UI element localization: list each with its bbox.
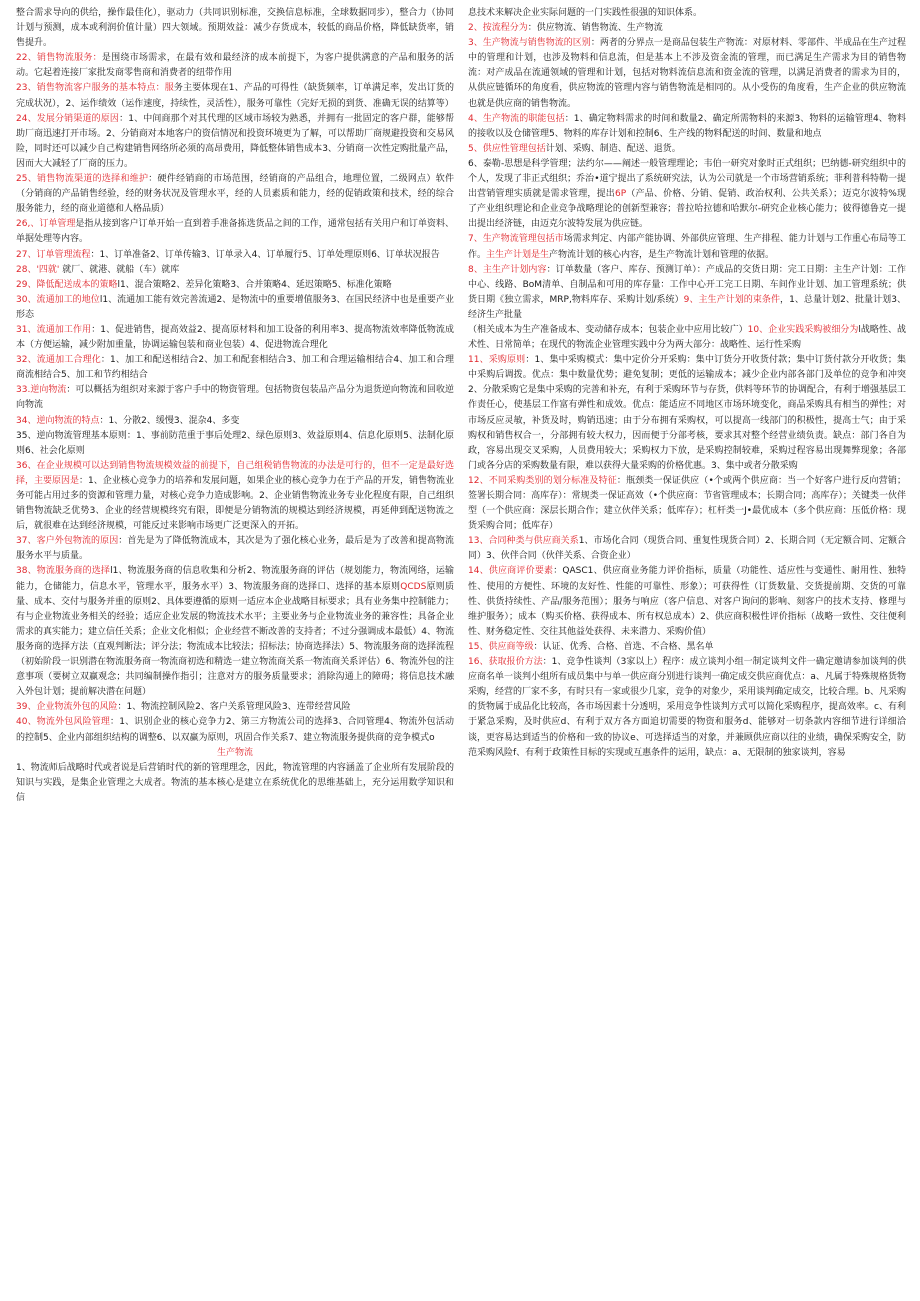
body-text: l1、物流服务商的信息收集和分析2、物流服务商的评估（规划能力，物流网络，运输能力，仓储能力，信息水平，管理水平，服务水平）3、物流服务商的选择口、选择的基本原则: [16, 566, 454, 592]
body-text: ：瓶颈类一保证供应（•个或两个供应商：当一个好客户进行反向营销；签署长期合同：高库存）：常规类一保证高效（•个供应商：节省管理成本；长期合同；高库存）；关键类一伙伴型（一个供应商：深层长期合作；建立伙伴关系；低库存）；杠杆类一J•最优成本（多个供应商：压低价格：现货采购合同；低库存）: [468, 475, 906, 532]
highlighted-term: 38、物流服务商的选择: [16, 566, 111, 577]
body-text: ：1、物流控制风险2、客户关系管理风险3、连带经营风险: [117, 702, 351, 713]
body-text: 计划、采购、制造、配送、退货。: [545, 143, 681, 154]
highlighted-term: 22、销售物流服务：: [16, 53, 102, 64]
body-text: ：1、订单准备2、订单传输3、订单录入4、订单履行5、订单处理原则6、订单状况报告: [90, 249, 440, 260]
highlighted-term: 15、供应商等级: [468, 641, 534, 652]
highlighted-term: 31、流通加工作用: [16, 324, 92, 335]
body-text: 息技术来解决企业实际问题的一门实践性很强的知识体系。: [468, 8, 703, 18]
paragraph: [16, 6, 454, 51]
body-text: ：首先是为了降低物流成本，其次是为了强化核心业务，最后是为了改善和提高物流服务水平与质量。: [16, 536, 454, 562]
highlighted-term: 16、获取报价方法: [468, 657, 543, 668]
body-text: ：两者的分界点一是商品包装生产物流：对原材料、零部件、半成品在生产过程中的管理和计划，也涉及物料和信息流，但是基本上不涉及资金流的管理，而已满足生产需求为目的销售物流：对产成品在流通领域的管理和计划，包括对物料流信息流和资金流的管理，以满足消费者的需求为目的，从供应链循环的角度看，供应物流的管理内容与销售物流是相同的。从小受伤的角度看，生产企业的供应物流也就是供应商的销售物流。: [468, 38, 906, 109]
paragraph: [468, 142, 906, 157]
body-text: l战略性、战术性、日常简单；在现代的物流企业管理实践中分为两大部分：战略性、运行性采购: [468, 324, 906, 351]
highlighted-term: 5、供应性管理包括: [468, 143, 546, 154]
body-text: 务主要体现在1、产品的可得性（缺货频率，订单满足率，发出订货的完成状况），2、运作绩效（运作速度，持续性，灵活性），服务可靠性（完好无损的到货、准确无误的结算等）: [16, 83, 454, 109]
highlighted-term: 29、降低配送成本的策略: [16, 279, 118, 290]
body-text: ：硬件经销商的市场范围，经销商的产品组合，地理位置，二级网点）软件（分销商的产品销售经验，经的财务状况及管理水平，经的人员素质和能力，经的促销政策和技术，经的综合服务能力，经的商业道德和人格品质）: [16, 174, 454, 215]
highlighted-term: 36、在企业规模可以达到销售物流规模效益的前提下，自己组税销售物流的办法是可行的，但不一定是最好选择，主要原因是: [16, 460, 454, 486]
paragraph: [468, 474, 906, 534]
body-text: ：认证、优秀、合格、首选、不合格、黑名单: [533, 641, 714, 652]
paragraph: [468, 112, 906, 142]
body-text: 原则质量、成本、交付与服务并重的原则2、具体要遵循的原则一适应本企业战略目标要求；具有业务集中控制能力；有与企业物流业务相关的经验；适应企业发展的物流技术水平；主要业务与企业物流业务的兼容性；具备企业需求的真实能力；建立信任关系；企业文化相似；企业经营不断改善的支持者；不过分强调成本最低）4、物流服务商的选择方法（直观判断法；评分法；物流成本比较法；招标法；协商选择法）5、物流服务商的选择流程（初始阶段一识别潜在物流服务商一物流商初选和精选一建立物流商关系一物流商关系评估）6、物流外包的注意事项（要树立双赢观念；共同编制操作指引；注意对方的服务质量要求；消除沟通上的障碍；将信息技术融入外包计划；提前解决潜在问题）: [16, 581, 454, 698]
highlighted-term: 8、主生产计划内容: [468, 264, 547, 275]
paragraph: [16, 112, 454, 172]
body-text: ：1、识别企业的核心竞争力2、第三方物流公司的选择3、合同管理4、物流外包活动的控制5、企业内部组织结构的调整6、以双赢为原则，巩固合作关系7、建立物流服务提供商的竞争模式o: [16, 717, 454, 743]
highlighted-term: 23、销售物流客户服务的基本特点：服: [16, 83, 174, 94]
body-text: （相关成本为生产准备成本、变动储存成本；包装企业中应用比较广）: [468, 324, 748, 335]
body-text: ：1、企业核心竞争力的培养和发展问题，如果企业的核心竞争力在于产品的开发，销售物流业务可能占用过多的资源和管理力量，对核心竞争力造成影响。2、企业销售物流业务专业化程度有限，自己组织销售物流缺乏优势3、企业的经营规模终究有限，即便是分销物流的规模达到经济规模，再延伸到配送物流之后，就很难在达到经济规模，可能反过来影响市场更广泛更深入的开拓。: [16, 475, 454, 532]
paragraph: [16, 217, 454, 247]
body-text: ：1、确定物料需求的时间和数量2、确定所需物料的来源3、物料的运输管理4、物料的接收以及仓储管理5、物料的库存计划和控制6、生产线的物料配送的时间、数量和地点: [468, 113, 906, 139]
body-text: ：订单数量（客户、库存、预测订单）：产成品的交货日期：完工日期：主生产计划：工作中心、线路、BoM清单、自制品和可用的库存量：工作中心开工完工日期、车间作业计划、加工管理系统；供货日期《独立需求，MRP,物料库存、采购计划/系统）: [468, 264, 906, 305]
highlighted-term: 24、发展分销渠道的原因: [16, 113, 120, 124]
section-heading: [16, 746, 454, 761]
body-text: ：1、集中采购模式：集中定价分开采购：集中订货分开收货付款；集中订货付款分开收货；集中采购后调拨。优点：集中数量优势；避免复制；更低的运输成本；减少企业内部各部门及单位的竞争和冲突2、分散采购它是集中采购的完善和补充，有利于采购环节与存货，供料等环节的协调配合，有利于增强基层工作责任心，使基层工作富有弹性和成效。优点：能适应不同地区市场环境变化，商品采购具有相当的弹性；对市场反应灵敏，补货及时，购销迅速；由于分布拥有采购权，可以提高一线部门的积极性，提高士气；由于采购权和销售权合一，分部拥有较大权力，因而便于分部考核，要求其对整个经营业绩负责。缺点：部门各自为政，容易出现交叉采购，人员费用较大；采购权力下放，是采购控制较难，采购过程容易出现舞弊现象；各部门或各分店的采购数量有限，难以获得大量采购的价格优惠。3、集中或者分散采购: [468, 355, 906, 471]
highlighted-term: 39、企业物流外包的风险: [16, 702, 118, 713]
paragraph: [16, 459, 454, 534]
paragraph: [16, 564, 454, 700]
highlighted-term: 13、合同种类与供应商关系: [468, 536, 579, 547]
paragraph: [16, 323, 454, 353]
paragraph: [16, 534, 454, 564]
paragraph: [468, 263, 906, 323]
body-text: l1、流通加工能有效完善流通2、是物流中的重要增值服务3、在国民经济中也是重要产业形态: [16, 294, 454, 320]
body-text: 是围绕市场需求，在最有效和最经济的成本前提下，为客户提供满意的产品和服务的活动。它起着连接厂家批发商零售商和消费者的纽带作用: [16, 53, 454, 79]
body-text: 产物流计划的核心内容，是生产物流计划和管理的依据。: [549, 249, 775, 260]
highlighted-term: 33.逆向物流: [16, 385, 67, 396]
highlighted-term: 7、生产物流管理包括市: [468, 234, 564, 245]
body-text: l1、混合策略2、差异化策略3、合并策略4、延迟策略5、标准化策略: [117, 279, 392, 290]
highlighted-term: 11、采购原则: [468, 355, 526, 366]
body-text: 1、物流师后战略时代或者说是后营销时代的新的管理理念，因此，物流管理的内容涵盖了企业所有发展阶段的知识与实践，是集企业管理之大成者。物流的基本核心是建立在系统优化的思维基础上，充分运用数学知识和信: [16, 762, 454, 803]
body-text: ：1、加工和配送相结合2、加工和配套相结合3、加工和合理运输相结合4、加工和合理商流相结合5、加工和节约相结合: [16, 355, 454, 381]
paragraph: [468, 36, 906, 111]
body-text: 6、泰勒-思想是科学管理；法约尔——阐述一般管理理论；韦伯一研究对象时正式组织；巴纳德-研究组织中的个人，发现了非正式组织；乔治•道宁提出了系统研究法，认为公司就是一个市场营销系统；菲利普科特勒一提出营销管理实质就是需求管理，提出: [468, 158, 906, 200]
paragraph: [16, 700, 454, 715]
highlighted-term: 生产物流: [216, 747, 253, 758]
body-text: ：QASC1、供应商业务能力评价指标，质量（功能性、适应性与变通性、耐用性、独特性、使用的方便性、环境的友好性、性能的可靠性、形象）；可获得性（订货数量、交货提前期、交货的可靠性、供货持续性、产品/服务范围）；服务与响应（客户信息、对客户询问的影响、刻客户的技术支持、修理与维护服务）；成本（购买价格、获得成本、所有权总成本）2、供应商积极性评价指标（战略一致性、交往便利性、财务稳定性、交往其他益处获得、未来潜力、采购价值）: [468, 566, 906, 637]
paragraph: [468, 564, 906, 639]
paragraph: [16, 172, 454, 217]
highlighted-term: 28、'四就': [16, 264, 60, 275]
highlighted-term: 主生产计划是生: [486, 249, 550, 260]
highlighted-term: 10、企业实践采购被细分为: [747, 324, 859, 335]
right-column: [468, 6, 906, 1297]
paragraph: [468, 534, 906, 564]
body-text: 场需求判定、内部产能协调、外部供应管理、生产排程、能力计划与工作重心布局等工作。: [468, 234, 906, 260]
highlighted-term: 12、不同采购类别的划分标准及特征: [468, 475, 617, 486]
paragraph: [16, 414, 454, 429]
paragraph: [16, 248, 454, 263]
body-text: ：1、中间商那个对其代理的区域市场较为熟悉，并拥有一批固定的客户群，能够帮助厂商迅速打开市场。2、分销商对本地客户的资信情况和投资环境更为了解，可以帮助厂商规避投资和交易风险，同时还可以减少自己构建销售网络所必须的高昂费用，降低整体销售成本3、分销商一次性定购批量产品，因而大大减轻了厂商的压力。: [16, 113, 454, 169]
paragraph: [468, 323, 906, 353]
paragraph: [16, 51, 454, 81]
body-text: 整合需求导向的供给，操作最佳化），驱动力（共同识别标准，交换信息标准，全球数据同步），整合力（协同计划与预测，成本或利润价值计量）四大领域。预期效益：减少存货成本，较低的商品价格，降低缺货率，销售提升。: [16, 8, 454, 49]
paragraph: [468, 232, 906, 262]
highlighted-term: 3、生产物流与销售物流的区别: [468, 38, 591, 49]
body-text: ：供应物流、销售物流、生产物流: [527, 23, 663, 34]
paragraph: [16, 353, 454, 383]
body-text: 就厂、就港、就船（车）就库: [59, 264, 180, 275]
body-text: ：1、分散2、缓慢3、混杂4、多变: [99, 415, 240, 426]
highlighted-term: 34、逆向物流的特点: [16, 415, 100, 426]
left-column: [16, 6, 454, 1297]
paragraph: [468, 655, 906, 761]
body-text: ：1、促进销售，提高效益2、提高原材料和加工设备的利用率3、提高物流效率降低物流成本（方便运输，减少附加重量，协调运输包装和商业包装）4、促进物流合理化: [16, 324, 454, 351]
paragraph: [16, 429, 454, 459]
paragraph: [468, 353, 906, 474]
paragraph: [16, 81, 454, 111]
paragraph: [16, 761, 454, 806]
body-text: ：可以概括为组织对来源于客户手中的物资管理。包括物资包装品产品分为退货逆向物流和回收逆向物流: [16, 385, 454, 411]
highlighted-term: 27、订单管理流程: [16, 249, 91, 260]
paragraph: [16, 383, 454, 413]
paragraph: [468, 640, 906, 655]
paragraph: [468, 6, 906, 21]
body-text: （产品、价格、分销、促销、政治权利、公共关系）；迈克尔波特%现了产业组织理论和企业竞争战略理论的创新型兼容；普拉哈拉德和哈默尔-研究企业核心能力；彼得德鲁克一提出提出经济链，由迈克尔波特发展为供应链。: [468, 189, 906, 230]
highlighted-term: QCDS: [400, 581, 427, 592]
paragraph: [468, 21, 906, 36]
highlighted-term: 14、供应商评价要素: [468, 566, 554, 577]
body-text: 35、逆向物流管理基本原则：1、事前防范重于事后处理2、绿色原则3、效益原则4、信息化原则5、法制化原则6、社会化原则: [16, 430, 454, 456]
highlighted-term: 37、客户外包物流的原因: [16, 536, 119, 547]
highlighted-term: 26,、订单管理: [16, 219, 76, 230]
highlighted-term: 25、销售物流渠道的选择和维护: [16, 174, 149, 185]
highlighted-term: 2、按流程分为: [468, 23, 528, 34]
body-text: 1、市场化合同（现货合同、重复性现货合同）2、长期合同（无定额合同、定额合同）3、伙伴合同（伙伴关系、合资企业）: [468, 536, 906, 562]
highlighted-term: 40、物流外包风险管理: [16, 717, 111, 728]
paragraph: [16, 293, 454, 323]
paragraph: [16, 263, 454, 278]
body-text: ，1、总量计划2、批量计划3、经济生产批量: [468, 294, 906, 320]
paragraph: [16, 715, 454, 745]
body-text: 是指从接到客户订单开始一直到着手准备拣选货品之间的工作，通常包括有关用户和订单资料、单据处理等内容。: [16, 219, 454, 245]
body-text: ：1、竞争性谈判（3家以上）程序：成立谈判小组一制定谈判文件一确定邀请参加谈判的供应商名单一谈判小组所有成员集中与单一供应商分别进行谈判一确定成交供应商优点：a、凡属于特殊规格货物采购，经营的厂家不多，有时只有一家或很少几家，竞争的对象少，采用谈判确定成交，比较合理。b、凡采购的货物属于成品化比较高，各市场因素十分透明，采用竞争性谈判方式可以简化采购程序，提高效率。c、有利于紧急采购，及时供应d、有利于双方各方面追切需要的物资和服务d、能够对一切条款内容细节进行详细洽谈，更容易达到适当的价格和一致的协议e、可选择适当的对象，并兼顾供应商以往的业绩，确保采购安全，防范采购风险f、有利于政策性目标的实现或互惠条件的运用，缺点：a、无限制的独家谈判，容易: [468, 657, 906, 758]
highlighted-term: 6P: [615, 189, 627, 200]
paragraph: [16, 278, 454, 293]
highlighted-term: 9、主生产计划的束条件: [683, 294, 781, 305]
highlighted-term: 4、生产物流的职能包括: [468, 113, 565, 124]
highlighted-term: 32、流通加工合理化: [16, 355, 101, 366]
highlighted-term: 30、流通加工的地位: [16, 294, 100, 305]
paragraph: [468, 157, 906, 232]
